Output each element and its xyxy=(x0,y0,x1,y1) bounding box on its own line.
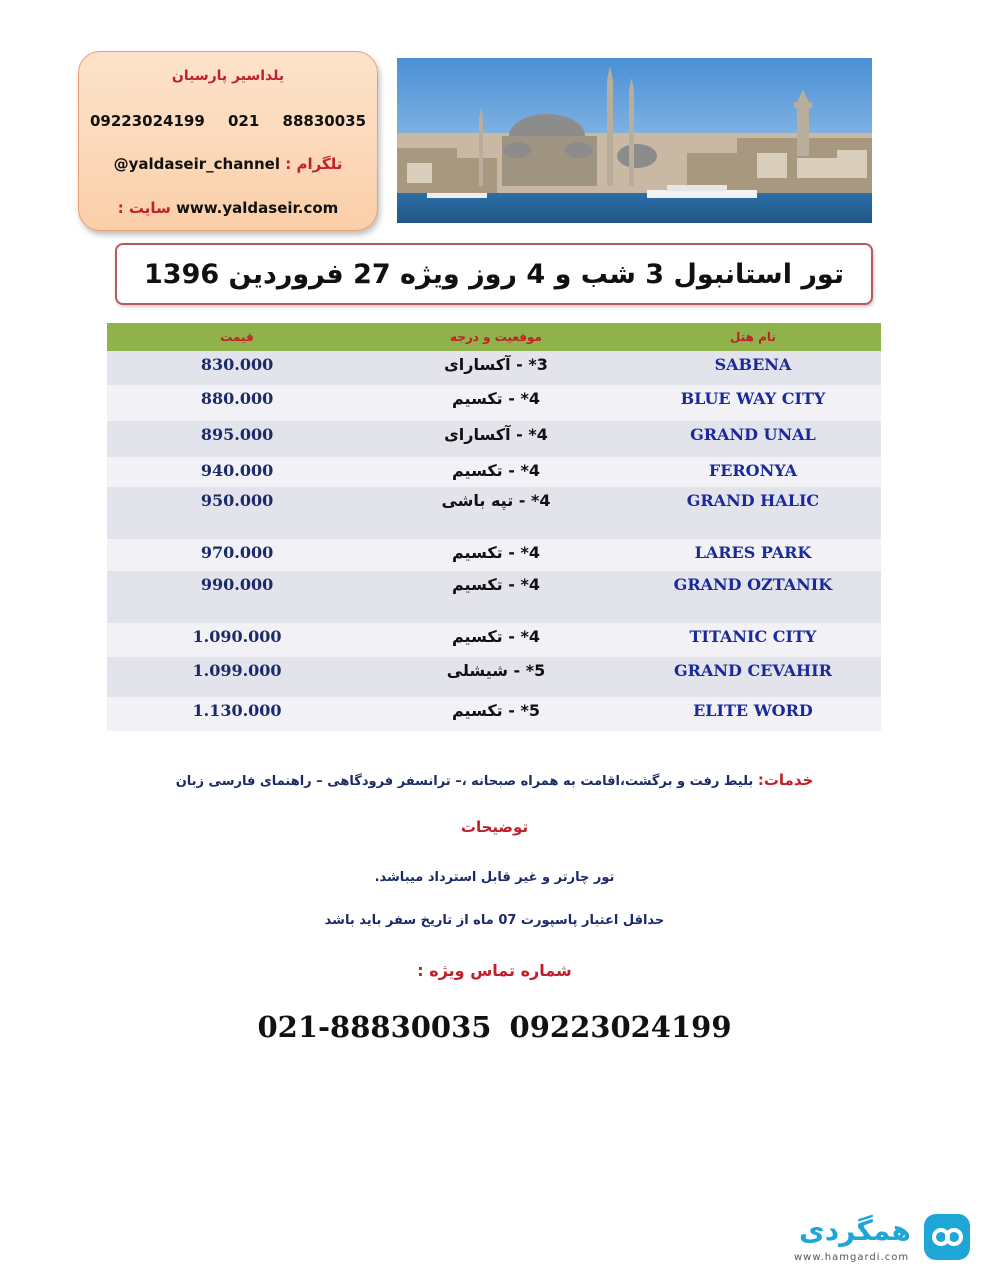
table-row xyxy=(107,571,881,623)
hotel-category: 4* - تکسیم xyxy=(367,385,625,421)
istanbul-skyline-image xyxy=(397,58,872,223)
istanbul-photo xyxy=(397,58,872,223)
hotel-name: ELITE WORD xyxy=(625,697,881,731)
hotel-name: TITANIC CITY xyxy=(625,623,881,657)
hotel-price-table xyxy=(107,323,881,731)
services-line xyxy=(0,771,989,789)
hotel-category: 4* - تکسیم xyxy=(367,539,625,571)
hotel-price: 830.000 xyxy=(107,351,367,385)
table-row xyxy=(107,385,881,421)
site-label: : سایت xyxy=(117,199,171,217)
hotel-category: 4* - تپه باشی xyxy=(367,487,625,539)
hamgardi-watermark xyxy=(790,1212,975,1272)
table-row xyxy=(107,697,881,731)
special-contact-heading: شماره تماس ویژه : xyxy=(417,961,572,980)
note-line-2: حداقل اعتبار پاسپورت 07 ماه از تاریخ سفر باید باشد xyxy=(324,913,665,928)
hotel-category: 4* - تکسیم xyxy=(367,457,625,487)
hotel-price: 990.000 xyxy=(107,571,367,623)
note-line-1: تور چارتر و غیر قابل استرداد میباشد. xyxy=(374,870,615,885)
hotel-name: FERONYA xyxy=(625,457,881,487)
table-row xyxy=(107,623,881,657)
hotel-category: 4* - آکسارای xyxy=(367,421,625,457)
table-row xyxy=(107,657,881,697)
hotel-name: GRAND UNAL xyxy=(625,421,881,457)
hotel-category: 5* - شیشلی xyxy=(367,657,625,697)
header-price: قیمت xyxy=(107,323,367,351)
hotel-price: 880.000 xyxy=(107,385,367,421)
notes-heading: توضیحات xyxy=(460,818,529,836)
site-line xyxy=(79,199,377,217)
table-row xyxy=(107,421,881,457)
watermark-text: همگردی xyxy=(799,1214,911,1247)
hotel-price: 940.000 xyxy=(107,457,367,487)
hotel-name: BLUE WAY CITY xyxy=(625,385,881,421)
hotel-category: 4* - تکسیم xyxy=(367,571,625,623)
hotel-price: 950.000 xyxy=(107,487,367,539)
header-category: موقعیت و درجه xyxy=(367,323,625,351)
contact-box xyxy=(78,51,378,231)
special-contact-numbers: 021-88830035 09223024199 xyxy=(257,1010,732,1044)
hamgardi-logo-icon xyxy=(924,1214,970,1260)
hotel-price: 1.099.000 xyxy=(107,657,367,697)
hotel-name: GRAND OZTANIK xyxy=(625,571,881,623)
agency-name: یلداسیر پارسیان xyxy=(171,68,285,84)
hotel-price: 1.130.000 xyxy=(107,697,367,731)
services-label: خدمات: xyxy=(757,771,814,789)
telegram-label: : تلگرام xyxy=(285,155,343,173)
tour-title: تور استانبول 3 شب و 4 روز ویژه 27 فروردین 1396 xyxy=(144,259,844,290)
hotel-name: GRAND HALIC xyxy=(625,487,881,539)
header-hotel-name: نام هتل xyxy=(625,323,881,351)
hotel-price: 895.000 xyxy=(107,421,367,457)
telegram-handle[interactable]: @yaldaseir_channel xyxy=(113,155,280,173)
tour-title-box xyxy=(115,243,873,305)
hotel-price: 1.090.000 xyxy=(107,623,367,657)
services-text: بلیط رفت و برگشت،اقامت به همراه صبحانه ،– ترانسفر فرودگاهی – راهنمای فارسی زبان xyxy=(175,774,754,789)
site-url[interactable]: www.yaldaseir.com xyxy=(176,199,339,217)
hotel-name: GRAND CEVAHIR xyxy=(625,657,881,697)
table-row xyxy=(107,539,881,571)
hotel-category: 4* - تکسیم xyxy=(367,623,625,657)
watermark-url: www.hamgardi.com xyxy=(794,1252,910,1263)
table-row xyxy=(107,457,881,487)
hotel-name: LARES PARK xyxy=(625,539,881,571)
hotel-category: 3* - آکسارای xyxy=(367,351,625,385)
table-header-row xyxy=(107,323,881,351)
hotel-name: SABENA xyxy=(625,351,881,385)
contact-phones: 09223024199 021 88830035 xyxy=(89,112,367,130)
table-row xyxy=(107,487,881,539)
hotel-category: 5* - تکسیم xyxy=(367,697,625,731)
table-row xyxy=(107,351,881,385)
telegram-line xyxy=(79,155,377,173)
hotel-price: 970.000 xyxy=(107,539,367,571)
